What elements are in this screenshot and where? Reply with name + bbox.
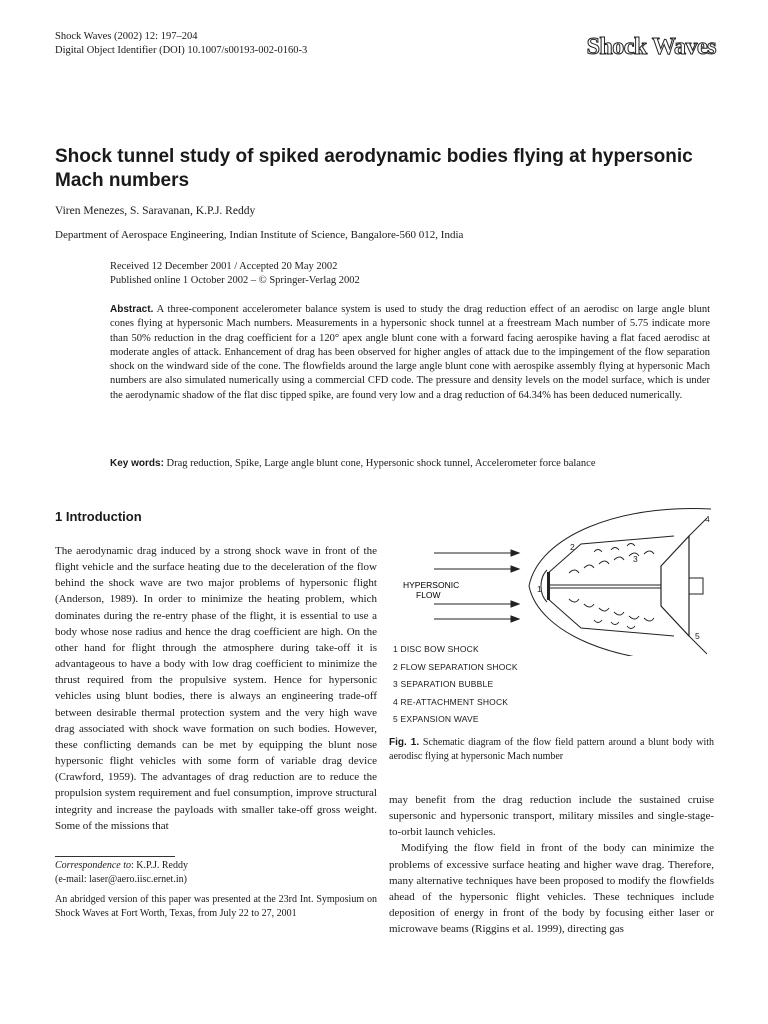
body-column-right bbox=[389, 792, 714, 937]
keywords-label: Key words: bbox=[110, 458, 164, 469]
flow-arrow bbox=[434, 566, 519, 572]
bow-shock-curve bbox=[529, 508, 711, 656]
diagram-number: 3 bbox=[633, 554, 638, 564]
figure-caption bbox=[389, 736, 714, 764]
separation-bubble-lower bbox=[569, 599, 654, 629]
body-paragraph: may benefit from the drag reduction include the sustained cruise supersonic and hypersonic transport, military missiles and single-stage-to-orbit launch vehicles. bbox=[389, 794, 714, 839]
abstract-text: A three-component accelerometer balance system is used to study the drag reduction effect of an aerodisc on large angle blunt cones flying at hypersonic Mach numbers. Measurements in a hypersonic shock tunnel at a freestream Mach number of 5.75 indicate more than 50% reduction in the drag coefficient for a 120° apex angle blunt cone with a forward facing aerospike having a flat faced aerodisc at moderate angles of attack. Enhancement of drag has been observed for higher angles of attack due to the impingement of the flow separation shock on the windward side of the cone. The flowfields around the large angle blunt cone with aerospike assembly flying at hypersonic Mach numbers are also simulated numerically using a commercial CFD code. The pressure and density levels on the model surface, which is under the aerodynamic shadow of the flat disc tipped spike, are found very low and a drag reduction of 64.34% has been deduced numerically. bbox=[110, 304, 711, 401]
abstract bbox=[110, 303, 710, 403]
abridged-note: An abridged version of this paper was presented at the 23rd Int. Symposium on Shock Waves at Fort Worth, Texas, from July 22 to 27, 2001 bbox=[55, 894, 377, 919]
figure-label: Fig. 1. bbox=[389, 737, 420, 748]
separation-bubble-upper bbox=[569, 544, 654, 574]
affiliation: Department of Aerospace Engineering, Indian Institute of Science, Bangalore-560 012, India bbox=[55, 229, 464, 241]
figure-legend bbox=[393, 644, 518, 732]
flow-arrow bbox=[434, 550, 519, 556]
body-column-left bbox=[55, 543, 377, 834]
legend-item: 4 RE-ATTACHMENT SHOCK bbox=[393, 696, 509, 707]
figure-1-diagram bbox=[389, 506, 719, 656]
diagram-number: 5 bbox=[695, 631, 700, 641]
aerodisc bbox=[547, 572, 550, 600]
paper-title: Shock tunnel study of spiked aerodynamic bodies flying at hypersonic Mach numbers bbox=[55, 146, 693, 191]
legend-item: 5 EXPANSION WAVE bbox=[393, 714, 479, 724]
flow-arrow bbox=[434, 601, 519, 607]
journal-citation: Shock Waves (2002) 12: 197–204 bbox=[55, 31, 198, 42]
legend-item: 2 FLOW SEPARATION SHOCK bbox=[393, 661, 518, 672]
blunt-cone bbox=[661, 536, 689, 636]
keywords-text: Drag reduction, Spike, Large angle blunt cone, Hypersonic shock tunnel, Accelerometer force balance bbox=[166, 458, 596, 469]
publication-dates bbox=[110, 260, 360, 288]
flow-label-hypersonic: HYPERSONIC bbox=[403, 580, 460, 590]
disc-bow-shock bbox=[541, 570, 547, 602]
footnote-rule bbox=[55, 856, 175, 857]
diagram-number: 1 bbox=[537, 584, 542, 594]
author-list: Viren Menezes, S. Saravanan, K.P.J. Reddy bbox=[55, 205, 256, 217]
correspondence-label: Correspondence to bbox=[55, 860, 132, 871]
body-paragraph: Modifying the flow field in front of the body can minimize the problems of excessive surface heating and higher wave drag. Therefore, many alternative techniques have been proposed to modify the flowfields ahead of the hypersonic flight vehicles. These techniques include deposition of energy in front of the body by focusing either laser or microwave beams (Riggins et al. 1999), directing gas bbox=[389, 842, 714, 936]
journal-header bbox=[55, 30, 307, 58]
section-heading: 1 Introduction bbox=[55, 509, 142, 524]
journal-logo: Shock Waves bbox=[586, 34, 716, 60]
correspondence-name: : K.P.J. Reddy bbox=[131, 860, 188, 871]
correspondence-email: (e-mail: laser@aero.iisc.ernet.in) bbox=[55, 874, 187, 885]
correspondence bbox=[55, 859, 377, 887]
diagram-number: 4 bbox=[705, 514, 710, 524]
published-date: Published online 1 October 2002 – © Springer-Verlag 2002 bbox=[110, 275, 360, 286]
keywords bbox=[110, 457, 710, 471]
diagram-number: 2 bbox=[570, 542, 575, 552]
flow-arrow bbox=[434, 616, 519, 622]
flow-separation-shock bbox=[547, 536, 674, 574]
legend-item: 1 DISC BOW SHOCK bbox=[393, 644, 479, 654]
abstract-label: Abstract. bbox=[110, 304, 154, 315]
legend-item: 3 SEPARATION BUBBLE bbox=[393, 679, 494, 689]
doi-line: Digital Object Identifier (DOI) 10.1007/s00193-002-0160-3 bbox=[55, 45, 308, 56]
body-paragraph: The aerodynamic drag induced by a strong shock wave in front of the flight vehicle and the surface heating due to the deceleration of the flow behind the shock wave are two major problems of hypersonic flight (Anderson, 1989). In order to minimize the heating problem, which dominates during the re-entry phase of the flight, it is essential to use a body whose nose radius and hence the drag coefficient are high. On the other hand for flight through the atmosphere during take-off it is advantageous to have a body with low drag coefficient to minimize the thrust required from the propulsive system. Hence for hypersonic vehicles using blunt bodies, there is always an engineering trade-off between desirable thermal protection system and the very high wave drag associated with shock wave formation on such bodies. However, these conflicting demands can be met by equipping the blunt nose hypersonic flight vehicles with some form of variable drag device (Crawford, 1959). The advantages of drag reduction are to reduce the propulsion system requirement and fuel consumption, improve structural integrity and increase the payloads with smaller take-off gross weight. Some of the missions that bbox=[55, 545, 377, 832]
received-date: Received 12 December 2001 / Accepted 20 May 2002 bbox=[110, 261, 338, 272]
caption-text: Schematic diagram of the flow field pattern around a blunt body with aerodisc flying at hypersonic Mach number bbox=[389, 737, 714, 762]
model-sting bbox=[689, 578, 703, 594]
flow-label-flow: FLOW bbox=[416, 590, 441, 600]
